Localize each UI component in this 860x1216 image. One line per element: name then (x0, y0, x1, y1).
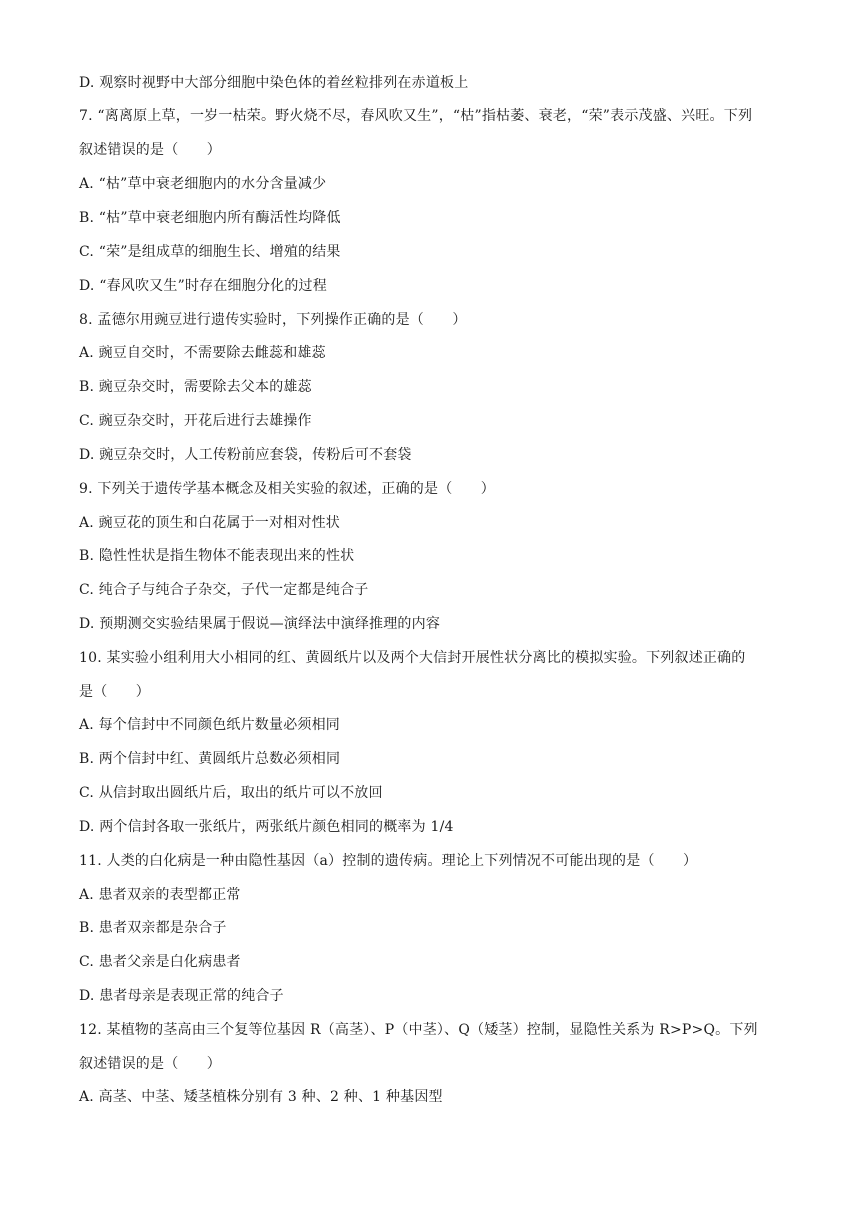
option-a: A. 高茎、中茎、矮茎植株分别有 3 种、2 种、1 种基因型 (79, 1089, 443, 1105)
option-c: C. “荣”是组成草的细胞生长、增殖的结果 (79, 244, 341, 260)
question-8-stem: 8. 孟德尔用豌豆进行遗传实验时，下列操作正确的是（ ） (79, 312, 467, 328)
option-d: D. 两个信封各取一张纸片，两张纸片颜色相同的概率为 1/4 (79, 819, 454, 835)
text-line: D. 观察时视野中大部分细胞中染色体的着丝粒排列在赤道板上 (79, 75, 469, 91)
question-12-stem: 12. 某植物的茎高由三个复等位基因 R（高茎）、P（中茎）、Q（矮茎）控制，显隐性关系为 R>P>Q。下列 (79, 1022, 758, 1038)
question-11-stem: 11. 人类的白化病是一种由隐性基因（a）控制的遗传病。理论上下列情况不可能出现的是（ ） (79, 853, 698, 869)
option-b: B. “枯”草中衰老细胞内所有酶活性均降低 (79, 210, 341, 226)
option-d: D. 患者母亲是表现正常的纯合子 (79, 988, 284, 1004)
option-c: C. 豌豆杂交时，开花后进行去雄操作 (79, 413, 312, 429)
question-10-stem: 10. 某实验小组利用大小相同的红、黄圆纸片以及两个大信封开展性状分离比的模拟实验。下列叙述正确的 (79, 650, 746, 666)
text-line: 叙述错误的是（ ） (79, 1056, 221, 1072)
option-c: C. 从信封取出圆纸片后，取出的纸片可以不放回 (79, 785, 383, 801)
option-b: B. 患者双亲都是杂合子 (79, 920, 227, 936)
option-a: A. 每个信封中不同颜色纸片数量必须相同 (79, 717, 341, 733)
option-b: B. 豌豆杂交时，需要除去父本的雄蕊 (79, 379, 312, 395)
option-d: D. 豌豆杂交时，人工传粉前应套袋，传粉后可不套袋 (79, 447, 412, 463)
option-a: A. 豌豆花的顶生和白花属于一对相对性状 (79, 515, 341, 531)
question-7-stem: 7. “离离原上草，一岁一枯荣。野火烧不尽，春风吹又生”，“枯”指枯萎、衰老，“荣”表示茂盛、兴旺。下列 (79, 108, 753, 124)
question-9-stem: 9. 下列关于遗传学基本概念及相关实验的叙述，正确的是（ ） (79, 481, 496, 497)
option-a: A. “枯”草中衰老细胞内的水分含量减少 (79, 176, 327, 192)
option-b: B. 隐性性状是指生物体不能表现出来的性状 (79, 548, 355, 564)
option-b: B. 两个信封中红、黄圆纸片总数必须相同 (79, 751, 341, 767)
option-c: C. 患者父亲是白化病患者 (79, 954, 241, 970)
text-line: 叙述错误的是（ ） (79, 142, 221, 158)
option-d: D. 预期测交实验结果属于假说—演绎法中演绎推理的内容 (79, 616, 441, 632)
option-c: C. 纯合子与纯合子杂交，子代一定都是纯合子 (79, 582, 369, 598)
option-a: A. 豌豆自交时，不需要除去雌蕊和雄蕊 (79, 345, 326, 361)
option-d: D. “春风吹又生”时存在细胞分化的过程 (79, 278, 327, 294)
text-line: 是（ ） (79, 684, 150, 700)
option-a: A. 患者双亲的表型都正常 (79, 887, 241, 903)
